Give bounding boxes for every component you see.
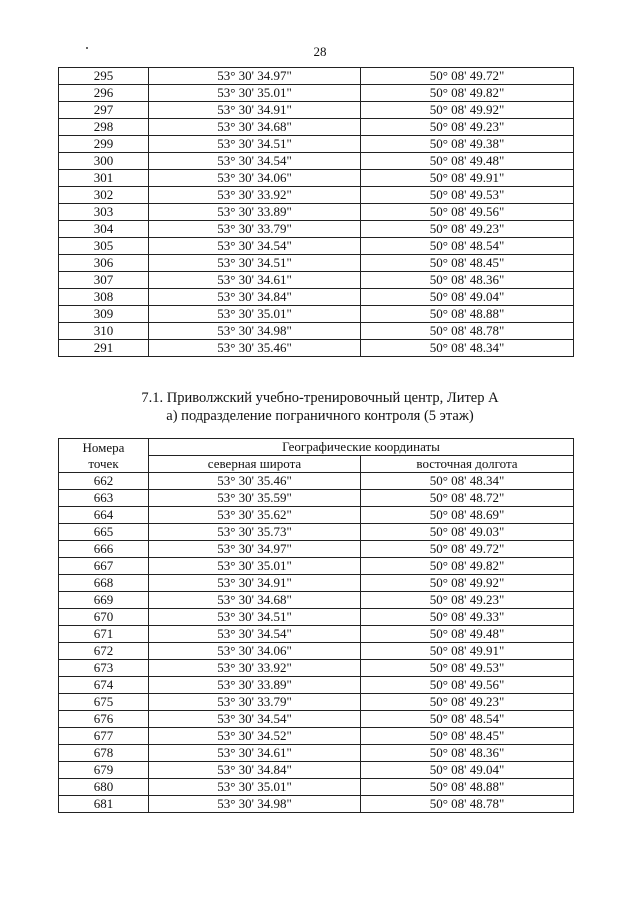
header-east-longitude: восточная долгота — [361, 456, 574, 473]
table-row — [59, 340, 574, 357]
table-row — [59, 102, 574, 119]
latitude-cell: 53° 30' 34.84" — [149, 762, 361, 779]
latitude-cell: 53° 30' 34.51" — [149, 255, 361, 272]
table-row — [59, 85, 574, 102]
table-row — [59, 306, 574, 323]
header-geo-coordinates: Географические координаты — [149, 439, 574, 456]
latitude-cell: 53° 30' 34.98" — [149, 796, 361, 813]
latitude-cell: 53° 30' 35.01" — [149, 558, 361, 575]
longitude-cell: 50° 08' 49.33" — [361, 609, 574, 626]
point-number-cell: 301 — [59, 170, 149, 187]
point-number-cell: 307 — [59, 272, 149, 289]
latitude-cell: 53° 30' 34.54" — [149, 711, 361, 728]
point-number-cell: 666 — [59, 541, 149, 558]
point-number-cell: 291 — [59, 340, 149, 357]
header-north-latitude: северная широта — [149, 456, 361, 473]
point-number-cell: 664 — [59, 507, 149, 524]
longitude-cell: 50° 08' 48.69" — [361, 507, 574, 524]
latitude-cell: 53° 30' 34.54" — [149, 238, 361, 255]
latitude-cell: 53° 30' 33.79" — [149, 694, 361, 711]
point-number-cell: 304 — [59, 221, 149, 238]
latitude-cell: 53° 30' 33.92" — [149, 187, 361, 204]
longitude-cell: 50° 08' 48.36" — [361, 272, 574, 289]
longitude-cell: 50° 08' 49.23" — [361, 694, 574, 711]
latitude-cell: 53° 30' 34.84" — [149, 289, 361, 306]
latitude-cell: 53° 30' 35.59" — [149, 490, 361, 507]
point-number-cell: 309 — [59, 306, 149, 323]
point-number-cell: 675 — [59, 694, 149, 711]
point-number-cell: 671 — [59, 626, 149, 643]
table-row — [59, 238, 574, 255]
table-row — [59, 779, 574, 796]
point-number-cell: 676 — [59, 711, 149, 728]
table-row — [59, 592, 574, 609]
latitude-cell: 53° 30' 35.46" — [149, 473, 361, 490]
point-number-cell: 680 — [59, 779, 149, 796]
longitude-cell: 50° 08' 48.36" — [361, 745, 574, 762]
table-row — [59, 711, 574, 728]
table-row — [59, 541, 574, 558]
longitude-cell: 50° 08' 48.45" — [361, 255, 574, 272]
latitude-cell: 53° 30' 34.68" — [149, 592, 361, 609]
point-number-cell: 667 — [59, 558, 149, 575]
point-number-cell: 662 — [59, 473, 149, 490]
point-number-cell: 672 — [59, 643, 149, 660]
latitude-cell: 53° 30' 34.54" — [149, 153, 361, 170]
longitude-cell: 50° 08' 49.48" — [361, 626, 574, 643]
longitude-cell: 50° 08' 49.53" — [361, 187, 574, 204]
point-number-cell: 299 — [59, 136, 149, 153]
longitude-cell: 50° 08' 48.34" — [361, 473, 574, 490]
table-row — [59, 677, 574, 694]
point-number-cell: 677 — [59, 728, 149, 745]
latitude-cell: 53° 30' 34.91" — [149, 102, 361, 119]
point-number-cell: 296 — [59, 85, 149, 102]
table-row — [59, 728, 574, 745]
table-row — [59, 558, 574, 575]
header-point-numbers: Номера точек — [59, 439, 149, 473]
coordinates-table — [58, 438, 574, 813]
point-number-cell: 305 — [59, 238, 149, 255]
point-number-cell: 302 — [59, 187, 149, 204]
point-number-cell: 310 — [59, 323, 149, 340]
table-row — [59, 473, 574, 490]
point-number-cell: 681 — [59, 796, 149, 813]
latitude-cell: 53° 30' 34.61" — [149, 272, 361, 289]
longitude-cell: 50° 08' 48.54" — [361, 238, 574, 255]
point-number-cell: 300 — [59, 153, 149, 170]
coordinates-table-header — [59, 439, 574, 473]
section-subtitle: а) подразделение пограничного контроля (5 этаж) — [166, 408, 474, 424]
table-row — [59, 626, 574, 643]
point-number-cell: 669 — [59, 592, 149, 609]
point-number-cell: 674 — [59, 677, 149, 694]
table-row — [59, 204, 574, 221]
longitude-cell: 50° 08' 49.38" — [361, 136, 574, 153]
latitude-cell: 53° 30' 34.51" — [149, 609, 361, 626]
table-row — [59, 272, 574, 289]
table-row — [59, 643, 574, 660]
longitude-cell: 50° 08' 49.56" — [361, 204, 574, 221]
point-number-cell: 670 — [59, 609, 149, 626]
latitude-cell: 53° 30' 34.97" — [149, 68, 361, 85]
longitude-cell: 50° 08' 48.54" — [361, 711, 574, 728]
longitude-cell: 50° 08' 49.72" — [361, 68, 574, 85]
table-row — [59, 323, 574, 340]
point-number-cell: 663 — [59, 490, 149, 507]
table-row — [59, 153, 574, 170]
longitude-cell: 50° 08' 48.34" — [361, 340, 574, 357]
latitude-cell: 53° 30' 34.06" — [149, 643, 361, 660]
table-row — [59, 289, 574, 306]
table-row — [59, 507, 574, 524]
longitude-cell: 50° 08' 48.45" — [361, 728, 574, 745]
table-row — [59, 796, 574, 813]
longitude-cell: 50° 08' 49.91" — [361, 643, 574, 660]
latitude-cell: 53° 30' 34.68" — [149, 119, 361, 136]
longitude-cell: 50° 08' 49.48" — [361, 153, 574, 170]
latitude-cell: 53° 30' 34.06" — [149, 170, 361, 187]
latitude-cell: 53° 30' 33.89" — [149, 204, 361, 221]
table-row — [59, 524, 574, 541]
latitude-cell: 53° 30' 35.01" — [149, 779, 361, 796]
page-number: 28 — [313, 44, 327, 59]
longitude-cell: 50° 08' 49.23" — [361, 221, 574, 238]
point-number-cell: 298 — [59, 119, 149, 136]
longitude-cell: 50° 08' 49.91" — [361, 170, 574, 187]
latitude-cell: 53° 30' 34.91" — [149, 575, 361, 592]
latitude-cell: 53° 30' 34.54" — [149, 626, 361, 643]
point-number-cell: 297 — [59, 102, 149, 119]
latitude-cell: 53° 30' 33.89" — [149, 677, 361, 694]
header-row-top — [59, 439, 574, 456]
longitude-cell: 50° 08' 49.92" — [361, 102, 574, 119]
table-row — [59, 745, 574, 762]
point-number-cell: 295 — [59, 68, 149, 85]
coordinates-table-continued — [58, 67, 574, 357]
table-row — [59, 660, 574, 677]
longitude-cell: 50° 08' 49.72" — [361, 541, 574, 558]
point-number-cell: 303 — [59, 204, 149, 221]
longitude-cell: 50° 08' 49.23" — [361, 592, 574, 609]
longitude-cell: 50° 08' 48.88" — [361, 306, 574, 323]
latitude-cell: 53° 30' 35.01" — [149, 306, 361, 323]
longitude-cell: 50° 08' 49.04" — [361, 762, 574, 779]
longitude-cell: 50° 08' 49.82" — [361, 558, 574, 575]
latitude-cell: 53° 30' 34.98" — [149, 323, 361, 340]
point-number-cell: 673 — [59, 660, 149, 677]
table-row — [59, 136, 574, 153]
table-row — [59, 694, 574, 711]
table-row — [59, 490, 574, 507]
latitude-cell: 53° 30' 35.01" — [149, 85, 361, 102]
table-row — [59, 187, 574, 204]
point-number-cell: 665 — [59, 524, 149, 541]
point-number-cell: 678 — [59, 745, 149, 762]
longitude-cell: 50° 08' 48.78" — [361, 323, 574, 340]
longitude-cell: 50° 08' 48.88" — [361, 779, 574, 796]
longitude-cell: 50° 08' 49.04" — [361, 289, 574, 306]
table-row — [59, 762, 574, 779]
latitude-cell: 53° 30' 34.52" — [149, 728, 361, 745]
point-number-cell: 308 — [59, 289, 149, 306]
latitude-cell: 53° 30' 34.51" — [149, 136, 361, 153]
longitude-cell: 50° 08' 49.82" — [361, 85, 574, 102]
latitude-cell: 53° 30' 35.73" — [149, 524, 361, 541]
latitude-cell: 53° 30' 34.97" — [149, 541, 361, 558]
table-row — [59, 255, 574, 272]
table-row — [59, 609, 574, 626]
table-row — [59, 170, 574, 187]
table-row — [59, 575, 574, 592]
longitude-cell: 50° 08' 49.92" — [361, 575, 574, 592]
longitude-cell: 50° 08' 49.23" — [361, 119, 574, 136]
latitude-cell: 53° 30' 34.61" — [149, 745, 361, 762]
table-row — [59, 68, 574, 85]
table-row — [59, 119, 574, 136]
longitude-cell: 50° 08' 49.03" — [361, 524, 574, 541]
point-number-cell: 668 — [59, 575, 149, 592]
coordinates-table-body — [59, 473, 574, 813]
point-number-cell: 679 — [59, 762, 149, 779]
latitude-cell: 53° 30' 35.62" — [149, 507, 361, 524]
latitude-cell: 53° 30' 33.92" — [149, 660, 361, 677]
longitude-cell: 50° 08' 48.78" — [361, 796, 574, 813]
longitude-cell: 50° 08' 49.56" — [361, 677, 574, 694]
table-row — [59, 221, 574, 238]
latitude-cell: 53° 30' 33.79" — [149, 221, 361, 238]
coordinates-table-body — [59, 68, 574, 357]
longitude-cell: 50° 08' 48.72" — [361, 490, 574, 507]
section-title: 7.1. Приволжский учебно-тренировочный центр, Литер А — [141, 390, 499, 406]
longitude-cell: 50° 08' 49.53" — [361, 660, 574, 677]
latitude-cell: 53° 30' 35.46" — [149, 340, 361, 357]
point-number-cell: 306 — [59, 255, 149, 272]
